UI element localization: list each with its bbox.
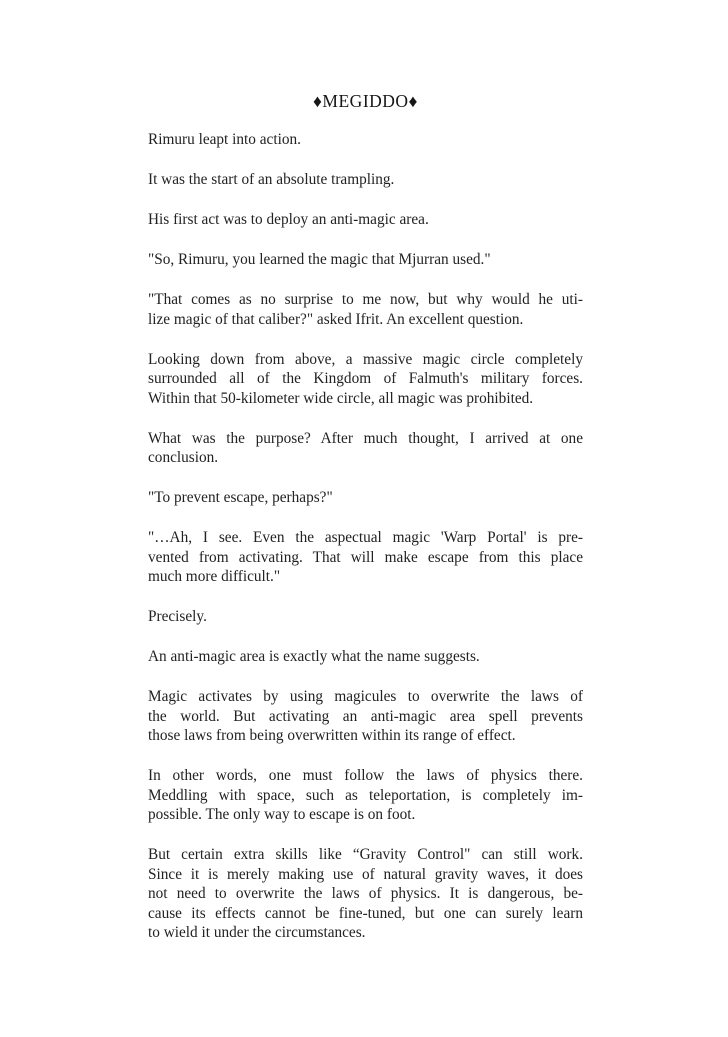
text-line: cause its effects cannot be fine-tuned, but one can surely learn	[148, 904, 583, 922]
text-line: to wield it under the circumstances.	[148, 924, 366, 941]
text-line: Within that 50-kilometer wide circle, all magic was prohibited.	[148, 389, 534, 407]
text-body	[148, 130, 583, 943]
text-line: those laws from being overwritten within its range of effect.	[148, 727, 516, 744]
text-line: Since it is merely making use of natural gravity waves, it does	[148, 865, 583, 883]
paragraph	[148, 250, 583, 270]
text-line: "So, Rimuru, you learned the magic that Mjurran used."	[148, 251, 491, 268]
text-line: conclusion.	[148, 449, 219, 466]
text-line: Looking down from above, a massive magic circle completely	[148, 350, 583, 368]
paragraph	[148, 210, 583, 230]
paragraph	[148, 170, 583, 190]
text-line: "To prevent escape, perhaps?"	[148, 489, 333, 506]
text-line: vented from activating. That will make escape from this place	[148, 548, 583, 566]
text-line: In other words, one must follow the laws of physics there.	[148, 767, 583, 784]
text-line: His first act was to deploy an anti-magic area.	[148, 211, 429, 228]
text-line: much more difficult."	[148, 568, 281, 585]
paragraph	[148, 687, 583, 746]
text-line: possible. The only way to escape is on foot.	[148, 806, 416, 823]
text-line: An anti-magic area is exactly what the name suggests.	[148, 648, 480, 665]
text-line: the world. But activating an anti-magic area spell prevents	[148, 707, 583, 725]
text-line: "…Ah, I see. Even the aspectual magic 'Warp Portal' is pre-	[148, 529, 583, 546]
text-line: Magic activates by using magicules to overwrite the laws of	[148, 688, 583, 705]
paragraph	[148, 130, 583, 150]
text-line: But certain extra skills like “Gravity Control" can still work.	[148, 846, 583, 863]
text-line: surrounded all of the Kingdom of Falmuth's military forces.	[148, 370, 583, 387]
chapter-title: ♦MEGIDDO♦	[313, 91, 418, 111]
paragraph	[148, 290, 583, 329]
text-line: Rimuru leapt into action.	[148, 131, 301, 148]
paragraph	[148, 528, 583, 587]
paragraph	[148, 607, 583, 627]
text-line: not need to overwrite the laws of physics. It is dangerous, be-	[148, 885, 583, 902]
paragraph	[148, 766, 583, 825]
text-line: "That comes as no surprise to me now, but why would he uti-	[148, 291, 583, 308]
text-line: Precisely.	[148, 608, 207, 625]
text-line: lize magic of that caliber?" asked Ifrit. An excellent question.	[148, 310, 524, 328]
text-line: Meddling with space, such as teleportation, is completely im-	[148, 786, 583, 804]
paragraph	[148, 350, 583, 409]
text-line: It was the start of an absolute trampling.	[148, 171, 395, 188]
paragraph	[148, 845, 583, 943]
text-line: What was the purpose? After much thought, I arrived at one	[148, 429, 583, 447]
paragraph	[148, 429, 583, 468]
paragraph	[148, 488, 583, 508]
paragraph	[148, 647, 583, 667]
